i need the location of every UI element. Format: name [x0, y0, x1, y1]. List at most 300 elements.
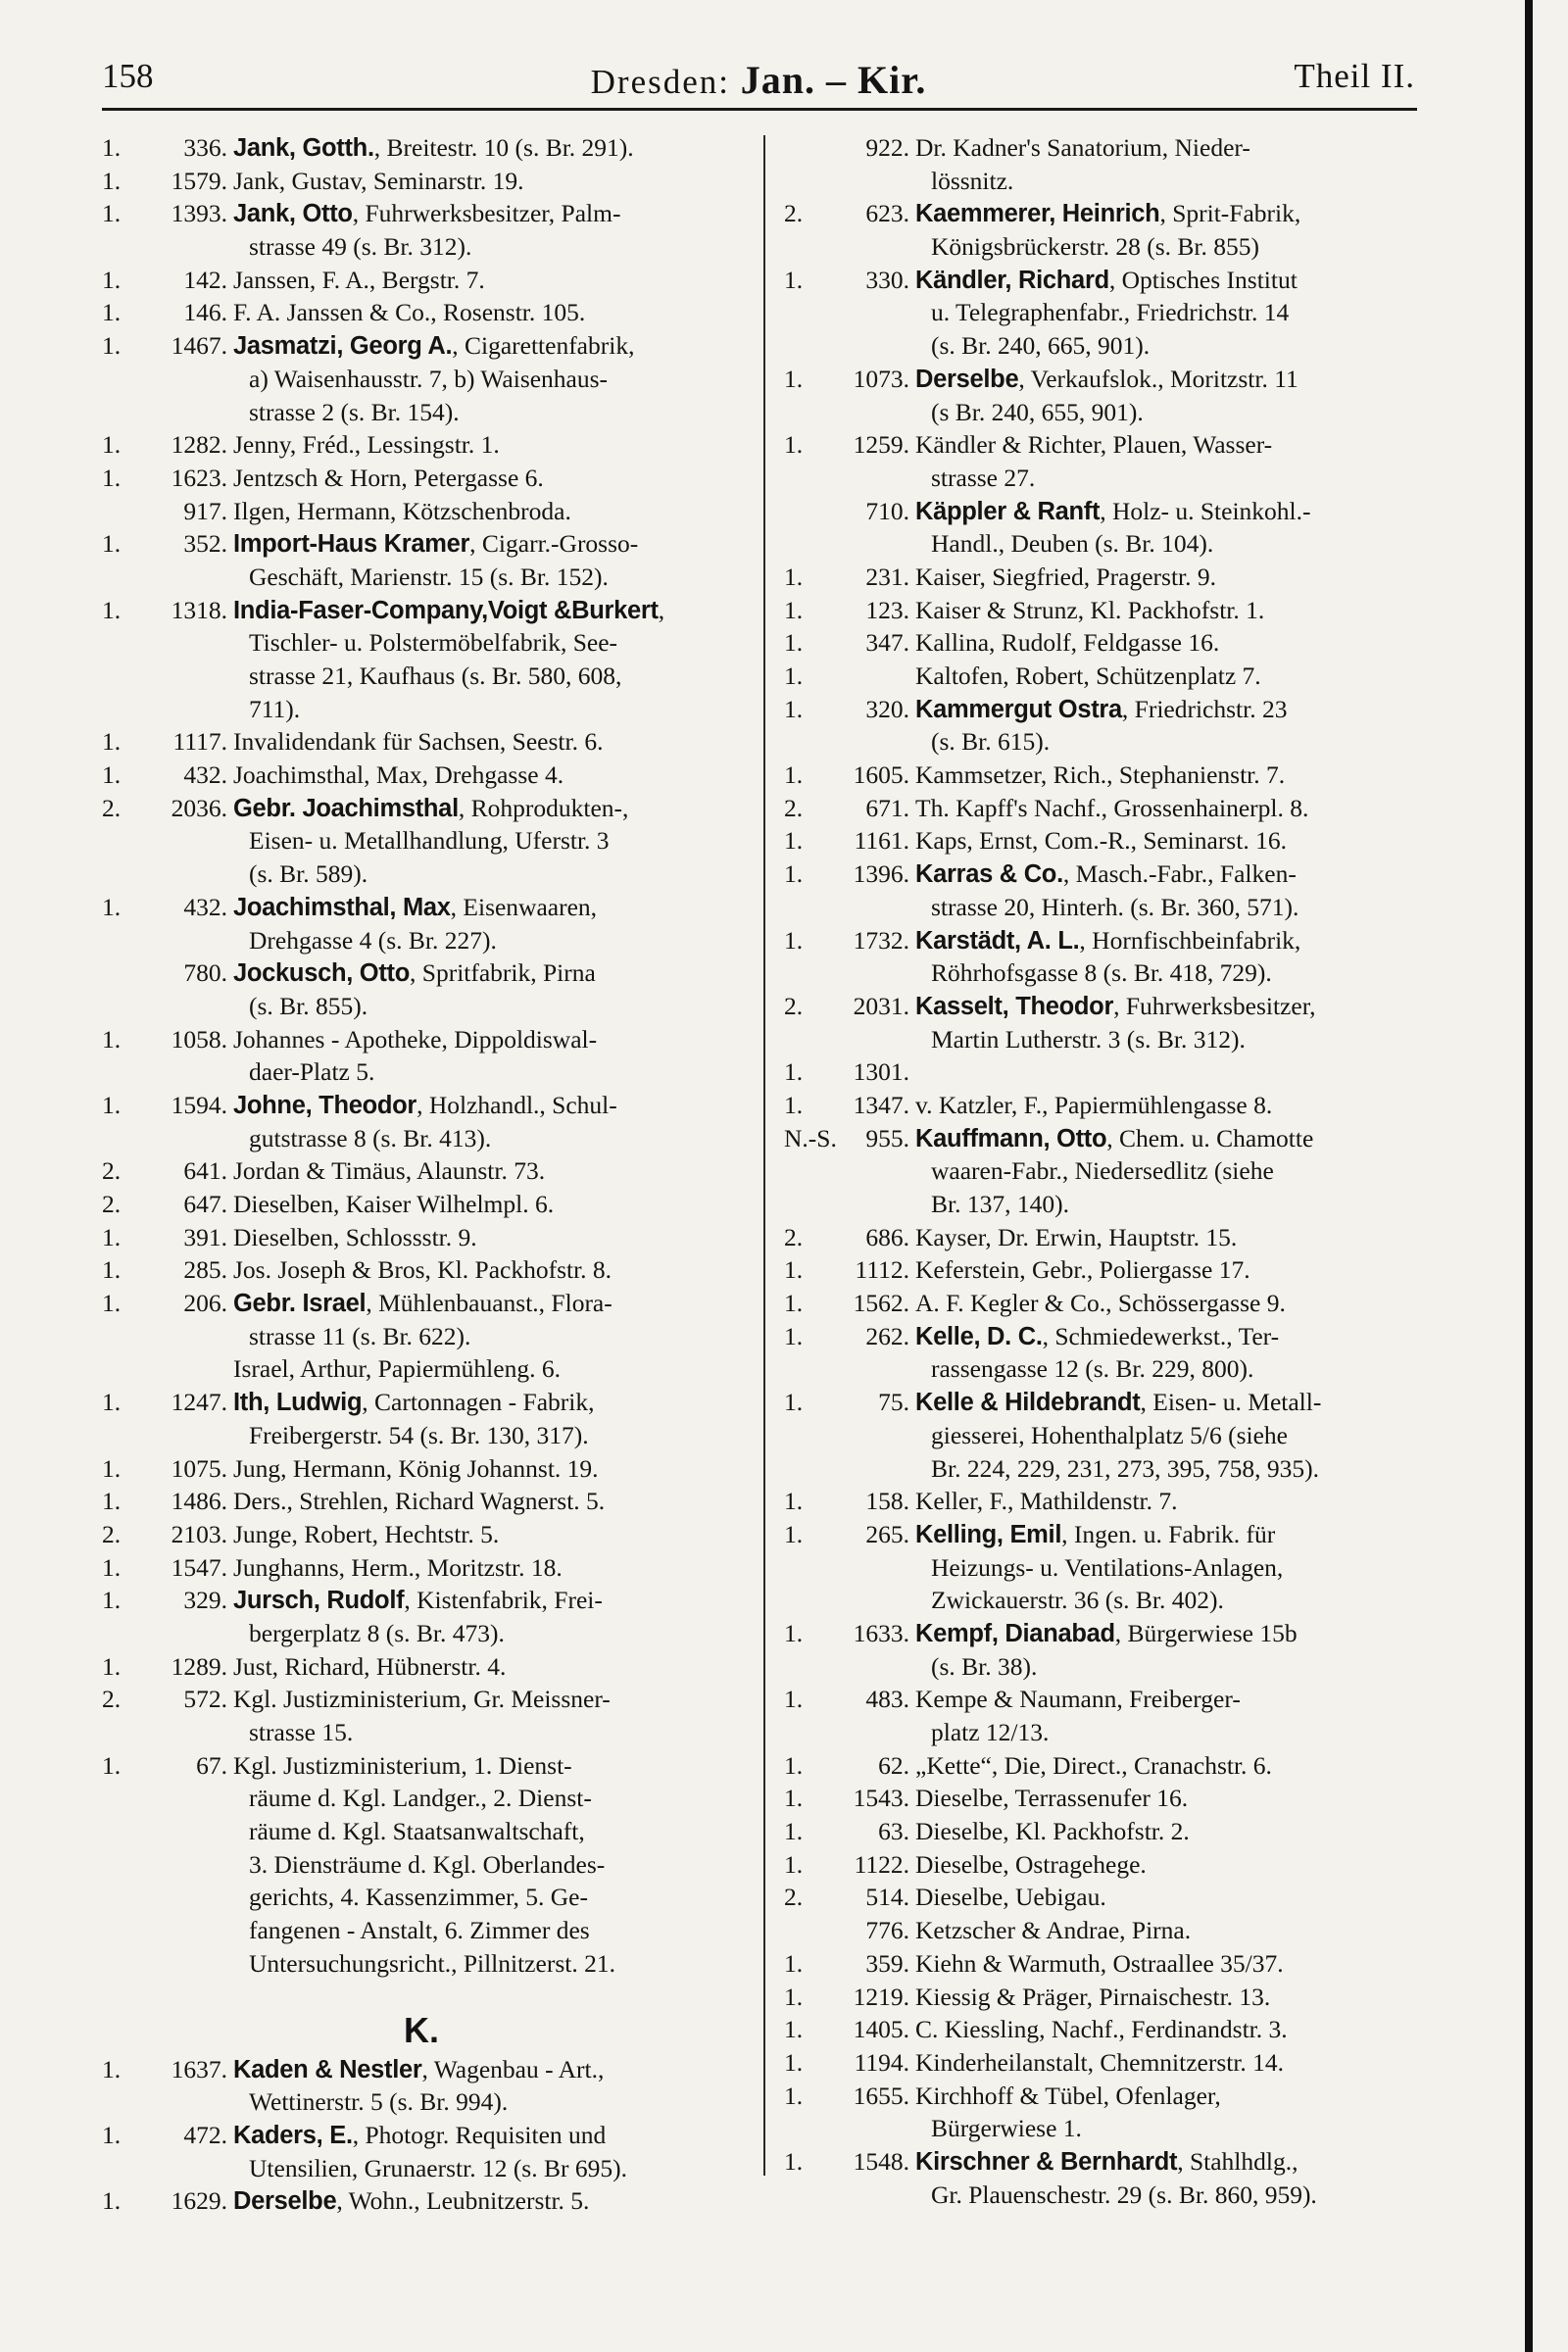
- directory-entry: [784, 594, 1417, 627]
- entry-number: 472.: [183, 2120, 227, 2149]
- entry-continuation: [102, 1419, 741, 1452]
- entry-number: 62.: [878, 1750, 909, 1780]
- entry-volume: 1.: [784, 2146, 804, 2176]
- entry-text: Derselbe, Verkaufslok., Moritzstr. 11: [915, 364, 1298, 393]
- entry-text: strasse 2 (s. Br. 154).: [249, 397, 460, 426]
- entry-number: 1405.: [853, 2015, 909, 2044]
- header-city: Dresden:: [590, 63, 731, 101]
- entry-text: lössnitz.: [931, 166, 1014, 195]
- entry-text: Jank, Gotth., Breitestr. 10 (s. Br. 291).: [233, 133, 634, 162]
- directory-entry: [784, 1518, 1417, 1551]
- entry-volume: 1.: [784, 2081, 804, 2110]
- entry-text: strasse 15.: [249, 1718, 354, 1746]
- entry-volume: 2.: [784, 199, 804, 228]
- entry-volume: 1.: [784, 265, 804, 294]
- entry-number: 347.: [865, 628, 909, 658]
- entry-text: Kinderheilanstalt, Chemnitzerstr. 14.: [915, 2047, 1285, 2077]
- directory-entry: [784, 495, 1417, 528]
- directory-entry: [784, 1815, 1417, 1848]
- directory-entry: [102, 131, 741, 165]
- entry-number: 514.: [865, 1883, 909, 1912]
- entry-text: Drehgasse 4 (s. Br. 227).: [249, 925, 497, 955]
- directory-entry: [102, 1386, 741, 1419]
- entry-text: gutstrasse 8 (s. Br. 413).: [249, 1123, 492, 1152]
- entry-volume: 1.: [784, 1289, 804, 1318]
- entry-text: (s. Br. 615).: [931, 727, 1051, 757]
- entry-text: Import-Haus Kramer, Cigarr.-Grosso-: [233, 529, 639, 559]
- entry-text: Kirschner & Bernhardt, Stahlhdlg.,: [915, 2146, 1298, 2176]
- entry-volume: 1.: [784, 628, 804, 658]
- directory-entry: [102, 759, 741, 792]
- entry-text: 3. Diensträume d. Kgl. Oberlandes-: [249, 1849, 606, 1879]
- entry-continuation: [102, 1320, 741, 1353]
- entry-text: Derselbe, Wohn., Leubnitzerstr. 5.: [233, 2186, 590, 2216]
- entry-volume: 1.: [784, 1784, 804, 1813]
- entry-number: 1393.: [171, 199, 227, 228]
- entry-continuation: [784, 462, 1417, 495]
- directory-entry: [102, 2119, 741, 2152]
- entry-number: 1247.: [171, 1388, 227, 1417]
- entry-text: Dr. Kadner's Sanatorium, Nieder-: [915, 133, 1250, 162]
- entry-text: (s. Br. 855).: [249, 991, 368, 1020]
- directory-entry: [102, 792, 741, 825]
- directory-entry: [102, 495, 741, 528]
- entry-volume: 1.: [102, 595, 122, 624]
- entry-continuation: [102, 990, 741, 1023]
- entry-text: Keferstein, Gebr., Poliergasse 17.: [915, 1255, 1250, 1285]
- entry-text: Utensilien, Grunaerstr. 12 (s. Br 695).: [249, 2153, 627, 2182]
- entry-text: u. Telegraphenfabr., Friedrichstr. 14: [931, 298, 1290, 327]
- entry-continuation: [784, 296, 1417, 329]
- entry-volume: 1.: [102, 727, 122, 757]
- entry-continuation: [784, 1419, 1417, 1452]
- entry-text: strasse 21, Kaufhaus (s. Br. 580, 608,: [249, 662, 622, 690]
- entry-text: Tischler- u. Polstermöbelfabrik, See-: [249, 628, 618, 658]
- entry-text: Dieselben, Kaiser Wilhelmpl. 6.: [233, 1190, 555, 1218]
- entry-continuation: [102, 1617, 741, 1650]
- page-edge-shadow: [1525, 0, 1533, 2352]
- directory-entry: [102, 2053, 741, 2086]
- entry-text: daer-Platz 5.: [249, 1057, 375, 1087]
- entry-number: 1562.: [853, 1289, 909, 1318]
- entry-text: a) Waisenhausstr. 7, b) Waisenhaus-: [249, 364, 609, 393]
- directory-entry: [784, 660, 1417, 693]
- entry-number: 1117.: [172, 727, 227, 757]
- entry-text: Jank, Otto, Fuhrwerksbesitzer, Palm-: [233, 199, 621, 228]
- entry-number: 1112.: [855, 1255, 909, 1285]
- entry-volume: 2.: [102, 793, 122, 822]
- entry-text: Bürgerwiese 1.: [931, 2114, 1082, 2143]
- entry-continuation: [102, 230, 741, 264]
- entry-text: Br. 137, 140).: [931, 1190, 1069, 1218]
- section-heading: K.: [404, 2009, 439, 2050]
- entry-text: (s. Br. 240, 665, 901).: [931, 331, 1151, 361]
- directory-entry: [784, 1683, 1417, 1716]
- entry-text: „Kette“, Die, Direct., Cranachstr. 6.: [915, 1750, 1272, 1780]
- entry-number: 1547.: [171, 1552, 227, 1582]
- directory-entry: [102, 1485, 741, 1518]
- entry-volume: 1.: [102, 892, 122, 921]
- entry-text: (s. Br. 38).: [931, 1651, 1038, 1681]
- header-rule: [102, 108, 1417, 111]
- entry-volume: 1.: [784, 562, 804, 591]
- entry-continuation: [784, 725, 1417, 759]
- entry-number: 158.: [865, 1487, 909, 1516]
- directory-entry: [784, 2080, 1417, 2113]
- directory-entry: [784, 1089, 1417, 1122]
- entry-text: Kändler & Richter, Plauen, Wasser-: [915, 430, 1273, 460]
- entry-text: Freibergerstr. 54 (s. Br. 130, 317).: [249, 1420, 589, 1449]
- entry-text: v. Katzler, F., Papiermühlengasse 8.: [915, 1090, 1273, 1119]
- directory-entry: [102, 1518, 741, 1551]
- entry-number: 917.: [183, 496, 227, 525]
- directory-entry: [102, 165, 741, 198]
- entry-text: Zwickauerstr. 36 (s. Br. 402).: [931, 1586, 1224, 1615]
- entry-number: 352.: [183, 529, 227, 559]
- directory-entry: [102, 1749, 741, 1783]
- entry-number: 1633.: [853, 1618, 909, 1647]
- entry-volume: 1.: [784, 2047, 804, 2077]
- entry-number: 1282.: [171, 430, 227, 460]
- entry-continuation: [102, 561, 741, 594]
- entry-text: Kammsetzer, Rich., Stephanienstr. 7.: [915, 760, 1286, 790]
- entry-text: C. Kiessling, Nachf., Ferdinandstr. 3.: [915, 2015, 1288, 2044]
- entry-text: Untersuchungsricht., Pillnitzerst. 21.: [249, 1948, 615, 1978]
- directory-entry: [102, 1154, 741, 1188]
- entry-volume: 1.: [784, 1685, 804, 1714]
- entry-volume: 1.: [784, 2015, 804, 2044]
- entry-volume: 2.: [784, 1883, 804, 1912]
- entry-number: 1161.: [854, 826, 909, 856]
- entry-text: Kaltofen, Robert, Schützenplatz 7.: [915, 662, 1261, 690]
- directory-entry: [102, 891, 741, 924]
- entry-number: 647.: [183, 1190, 227, 1218]
- entry-text: Kirchhoff & Tübel, Ofenlager,: [915, 2081, 1221, 2110]
- entry-text: bergerplatz 8 (s. Br. 473).: [249, 1618, 505, 1647]
- entry-number: 265.: [865, 1519, 909, 1548]
- entry-text: waaren-Fabr., Niedersedlitz (siehe: [931, 1156, 1274, 1186]
- entry-volume: 1.: [784, 364, 804, 393]
- entry-volume: 1.: [784, 1982, 804, 2011]
- entry-volume: 1.: [102, 298, 122, 327]
- directory-entry: [784, 1981, 1417, 2014]
- directory-entry: [784, 858, 1417, 891]
- directory-entry: [784, 1122, 1417, 1155]
- entry-number: 432.: [183, 760, 227, 790]
- entry-text: strasse 11 (s. Br. 622).: [249, 1321, 471, 1350]
- entry-continuation: [784, 2179, 1417, 2212]
- entry-volume: 1.: [784, 662, 804, 690]
- entry-text: Br. 224, 229, 231, 273, 395, 758, 935).: [931, 1453, 1319, 1483]
- entry-volume: 1.: [102, 463, 122, 492]
- entry-text: Dieselbe, Ostragehege.: [915, 1849, 1147, 1879]
- entry-text: Kaden & Nestler, Wagenbau - Art.,: [233, 2054, 605, 2083]
- entry-text: Kiessig & Präger, Pirnaischestr. 13.: [915, 1982, 1271, 2011]
- directory-entry: [784, 561, 1417, 594]
- directory-entry: [784, 1386, 1417, 1419]
- entry-volume: 1.: [102, 1289, 122, 1318]
- left-column: [102, 131, 741, 2218]
- entry-volume: 1.: [784, 859, 804, 889]
- entry-continuation: [784, 1154, 1417, 1188]
- entry-number: 2031.: [853, 991, 909, 1020]
- entry-volume: 1.: [102, 1024, 122, 1054]
- entry-continuation: [102, 1914, 741, 1947]
- directory-entry: [102, 428, 741, 462]
- entry-text: Kaders, E., Photogr. Requisiten und: [233, 2120, 607, 2149]
- entry-continuation: [784, 165, 1417, 198]
- entry-number: 483.: [865, 1685, 909, 1714]
- directory-entry: [102, 1584, 741, 1617]
- entry-text: Jung, Hermann, König Johannst. 19.: [233, 1453, 599, 1483]
- entry-continuation: [784, 956, 1417, 990]
- entry-text: Heizungs- u. Ventilations-Anlagen,: [931, 1552, 1284, 1582]
- entry-volume: 1.: [784, 1618, 804, 1647]
- running-title: [102, 57, 1415, 103]
- entry-text: Kgl. Justizministerium, Gr. Meissner-: [233, 1685, 611, 1714]
- entry-number: 391.: [183, 1222, 227, 1251]
- entry-text: Gebr. Israel, Mühlenbauanst., Flora-: [233, 1289, 612, 1318]
- entry-volume: 2.: [102, 1685, 122, 1714]
- directory-entry: [784, 1617, 1417, 1650]
- entry-text: Eisen- u. Metallhandlung, Uferstr. 3: [249, 826, 610, 856]
- entry-continuation: [784, 230, 1417, 264]
- entry-text: (s Br. 240, 655, 901).: [931, 397, 1144, 426]
- entry-text: Jank, Gustav, Seminarstr. 19.: [233, 166, 524, 195]
- entry-volume: 2.: [102, 1190, 122, 1218]
- directory-entry: [784, 1485, 1417, 1518]
- directory-entry: [102, 1551, 741, 1585]
- entry-continuation: [102, 1848, 741, 1882]
- entry-continuation: [102, 396, 741, 429]
- directory-entry: [102, 1221, 741, 1254]
- entry-text: Handl., Deuben (s. Br. 104).: [931, 529, 1214, 559]
- directory-entry: [784, 264, 1417, 297]
- entry-text: Kempf, Dianabad, Bürgerwiese 15b: [915, 1618, 1298, 1647]
- entry-continuation: [102, 626, 741, 660]
- entry-text: Käppler & Ranft, Holz- u. Steinkohl.-: [915, 496, 1311, 525]
- directory-entry: [784, 824, 1417, 858]
- entry-volume: 1.: [784, 1255, 804, 1285]
- directory-entry: [784, 792, 1417, 825]
- entry-text: Dieselbe, Terrassenufer 16.: [915, 1784, 1189, 1813]
- entry-number: 922.: [865, 133, 909, 162]
- entry-continuation: [102, 693, 741, 726]
- entry-number: 623.: [865, 199, 909, 228]
- entry-volume: 1.: [102, 2054, 122, 2083]
- right-column: [784, 131, 1417, 2211]
- directory-entry: [784, 1749, 1417, 1783]
- entry-volume: 1.: [102, 1586, 122, 1615]
- entry-number: 67.: [196, 1750, 227, 1780]
- entry-volume: 2.: [784, 1222, 804, 1251]
- entry-text: Ders., Strehlen, Richard Wagnerst. 5.: [233, 1487, 606, 1516]
- column-divider: [763, 135, 765, 2176]
- entry-text: Kaemmerer, Heinrich, Sprit-Fabrik,: [915, 199, 1301, 228]
- entry-continuation: [102, 1122, 741, 1155]
- entry-volume: 1.: [784, 595, 804, 624]
- entry-continuation: [102, 924, 741, 957]
- entry-number: 123.: [865, 595, 909, 624]
- entry-volume: 1.: [102, 166, 122, 195]
- entry-continuation: [102, 363, 741, 396]
- entry-number: 776.: [865, 1916, 909, 1945]
- entry-continuation: [784, 527, 1417, 561]
- entry-text: strasse 20, Hinterh. (s. Br. 360, 571).: [931, 892, 1299, 921]
- entry-number: 686.: [865, 1222, 909, 1251]
- entry-text: platz 12/13.: [931, 1718, 1050, 1746]
- entry-text: Karras & Co., Masch.-Fabr., Falken-: [915, 859, 1297, 889]
- directory-entry: [784, 131, 1417, 165]
- entry-number: 1058.: [171, 1024, 227, 1054]
- entry-volume: 1.: [102, 1255, 122, 1285]
- entry-text: Gebr. Joachimsthal, Rohprodukten-,: [233, 793, 629, 822]
- entry-number: 1467.: [171, 331, 227, 361]
- entry-continuation: [784, 2112, 1417, 2145]
- entry-volume: 1.: [102, 1651, 122, 1681]
- entry-text: F. A. Janssen & Co., Rosenstr. 105.: [233, 298, 586, 327]
- entry-text: Jentzsch & Horn, Petergasse 6.: [233, 463, 544, 492]
- directory-entry: [784, 1947, 1417, 1981]
- entry-text: Jockusch, Otto, Spritfabrik, Pirna: [233, 958, 596, 988]
- entry-text: giesserei, Hohenthalplatz 5/6 (siehe: [931, 1420, 1288, 1449]
- entry-volume: 1.: [102, 1388, 122, 1417]
- entry-volume: 1.: [102, 2120, 122, 2149]
- entry-text: strasse 49 (s. Br. 312).: [249, 232, 472, 262]
- directory-entry: [102, 462, 741, 495]
- directory-entry: [784, 1253, 1417, 1287]
- directory-entry: [102, 1683, 741, 1716]
- directory-entry: [102, 296, 741, 329]
- entry-number: 231.: [865, 562, 909, 591]
- directory-entry: [102, 1452, 741, 1486]
- entry-text: Johne, Theodor, Holzhandl., Schul-: [233, 1090, 617, 1119]
- directory-entry: [102, 956, 741, 990]
- entry-text: Israel, Arthur, Papiermühleng. 6.: [233, 1354, 561, 1384]
- entry-text: rassengasse 12 (s. Br. 229, 800).: [931, 1354, 1254, 1384]
- directory-entry: [784, 693, 1417, 726]
- page-number: 158: [102, 57, 154, 95]
- entry-continuation: [784, 1352, 1417, 1386]
- entry-number: 1122.: [854, 1849, 909, 1879]
- entry-number: 432.: [183, 892, 227, 921]
- entry-text: Jos. Joseph & Bros, Kl. Packhofstr. 8.: [233, 1255, 612, 1285]
- entry-volume: 1.: [784, 1750, 804, 1780]
- entry-volume: 1.: [784, 1849, 804, 1879]
- entry-volume: 1.: [102, 1552, 122, 1582]
- entry-text: Kauffmann, Otto, Chem. u. Chamotte: [915, 1123, 1314, 1152]
- entry-number: 1629.: [171, 2186, 227, 2216]
- entry-continuation: [102, 1815, 741, 1848]
- directory-entry: [784, 924, 1417, 957]
- entry-text: Kaiser & Strunz, Kl. Packhofstr. 1.: [915, 595, 1265, 624]
- entry-text: Junge, Robert, Hechtstr. 5.: [233, 1519, 500, 1548]
- entry-volume: 1.: [102, 1222, 122, 1251]
- entry-number: 780.: [183, 958, 227, 988]
- directory-entry: [784, 1881, 1417, 1914]
- entry-text: Königsbrückerstr. 28 (s. Br. 855): [931, 232, 1260, 262]
- entry-continuation: [784, 1023, 1417, 1056]
- header-range: Jan. – Kir.: [740, 58, 927, 102]
- entry-text: Kallina, Rudolf, Feldgasse 16.: [915, 628, 1220, 658]
- directory-entry: [784, 363, 1417, 396]
- entry-continuation: [784, 891, 1417, 924]
- directory-entry: [102, 594, 741, 627]
- entry-volume: 1.: [784, 1817, 804, 1846]
- entry-continuation: [784, 329, 1417, 363]
- directory-entry: [102, 1253, 741, 1287]
- entry-volume: 2.: [784, 991, 804, 1020]
- entry-volume: 2.: [784, 793, 804, 822]
- entry-text: gerichts, 4. Kassenzimmer, 5. Ge-: [249, 1883, 588, 1912]
- entry-text: Kayser, Dr. Erwin, Hauptstr. 15.: [915, 1222, 1238, 1251]
- entry-continuation: [102, 1947, 741, 1981]
- directory-entry: [784, 626, 1417, 660]
- entry-text: Kaiser, Siegfried, Pragerstr. 9.: [915, 562, 1217, 591]
- entry-number: 671.: [865, 793, 909, 822]
- entry-number: 336.: [183, 133, 227, 162]
- entry-volume: 2.: [102, 1156, 122, 1186]
- entry-text: Geschäft, Marienstr. 15 (s. Br. 152).: [249, 562, 609, 591]
- entry-text: Joachimsthal, Max, Eisenwaaren,: [233, 892, 598, 921]
- entry-number: 1259.: [853, 430, 909, 460]
- entry-text: Joachimsthal, Max, Drehgasse 4.: [233, 760, 564, 790]
- entry-volume: 1.: [102, 133, 122, 162]
- entry-volume: 1.: [784, 760, 804, 790]
- entry-continuation: [784, 1188, 1417, 1221]
- entry-continuation: [102, 1055, 741, 1089]
- entry-number: 146.: [183, 298, 227, 327]
- entry-number: 1548.: [853, 2146, 909, 2176]
- entry-text: räume d. Kgl. Landger., 2. Dienst-: [249, 1784, 592, 1813]
- entry-volume: 2.: [102, 1519, 122, 1548]
- directory-entry: [784, 1848, 1417, 1882]
- entry-number: 955.: [865, 1123, 909, 1152]
- entry-number: 1073.: [853, 364, 909, 393]
- directory-entry: [102, 264, 741, 297]
- entry-number: 641.: [183, 1156, 227, 1186]
- entry-volume: 1.: [784, 694, 804, 723]
- entry-text: Dieselbe, Uebigau.: [915, 1883, 1106, 1912]
- entry-number: 285.: [183, 1255, 227, 1285]
- entry-volume: 1.: [784, 1519, 804, 1548]
- entry-continuation: [784, 1650, 1417, 1684]
- entry-number: 572.: [183, 1685, 227, 1714]
- directory-entry: [102, 1650, 741, 1684]
- entry-volume: 1.: [102, 199, 122, 228]
- entry-volume: 1.: [784, 826, 804, 856]
- entry-continuation: [784, 396, 1417, 429]
- entry-text: Kelling, Emil, Ingen. u. Fabrik. für: [915, 1519, 1276, 1548]
- entry-continuation: [784, 1452, 1417, 1486]
- entry-volume: 1.: [102, 2186, 122, 2216]
- entry-text: Th. Kapff's Nachf., Grossenhainerpl. 8.: [915, 793, 1309, 822]
- entry-number: 1732.: [853, 925, 909, 955]
- entry-text: 711).: [249, 694, 301, 723]
- entry-text: strasse 27.: [931, 463, 1036, 492]
- entry-text: Kasselt, Theodor, Fuhrwerksbesitzer,: [915, 991, 1316, 1020]
- entry-volume: 1.: [102, 1090, 122, 1119]
- entry-number: 262.: [865, 1321, 909, 1350]
- entry-volume: 1.: [102, 760, 122, 790]
- entry-number: 1543.: [853, 1784, 909, 1813]
- entry-text: A. F. Kegler & Co., Schössergasse 9.: [915, 1289, 1286, 1318]
- entry-text: Ilgen, Hermann, Kötzschenbroda.: [233, 496, 571, 525]
- directory-entry: [784, 1320, 1417, 1353]
- entry-volume: 1.: [102, 1750, 122, 1780]
- entry-text: Kelle, D. C., Schmiedewerkst., Ter-: [915, 1321, 1280, 1350]
- directory-entry: [784, 1221, 1417, 1254]
